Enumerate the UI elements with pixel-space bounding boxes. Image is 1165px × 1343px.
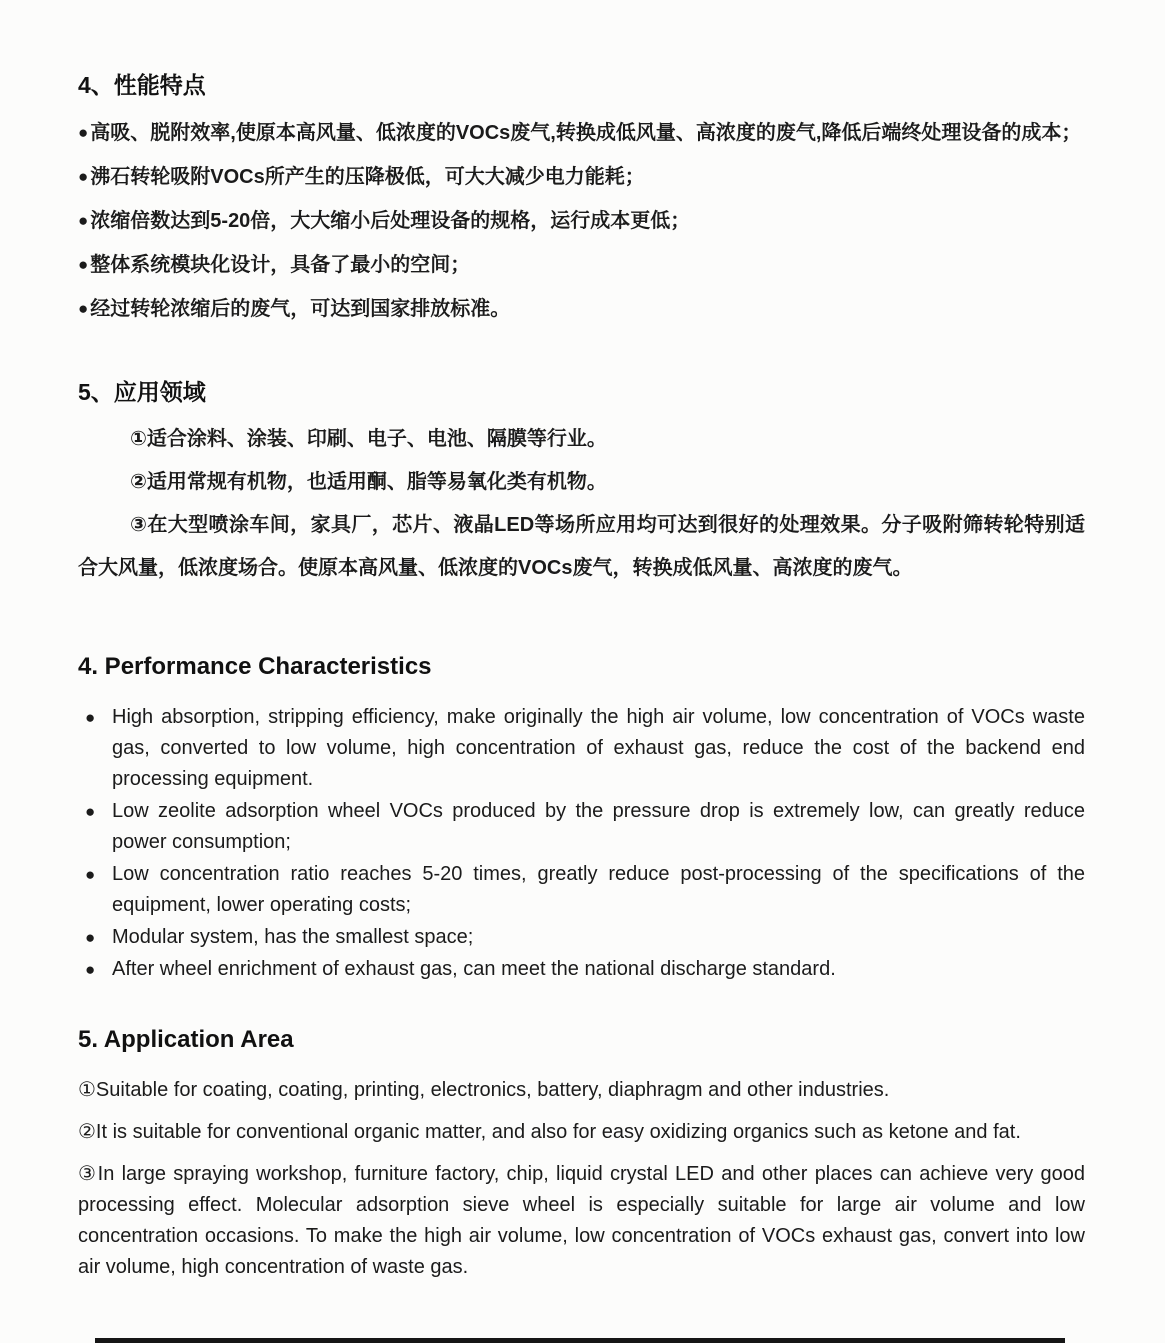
bullet-icon: ● bbox=[85, 960, 96, 979]
section-cn-performance bbox=[78, 70, 1085, 331]
bullet-icon: ● bbox=[78, 211, 89, 230]
cn-bullet-1-text: 高吸、脱附效率,使原本高风量、低浓度的VOCs废气,转换成低风量、高浓度的废气,降低后端终处理设备的成本； bbox=[90, 122, 1082, 144]
en-bullet-1-text: High absorption, stripping efficiency, make originally the high air volume, low concentration of VOCs waste gas, converted to low volume, high concentration of exhaust gas, reduce the cost of the backend end processing equipment. bbox=[112, 706, 1085, 790]
cn-bullet-5 bbox=[78, 287, 1085, 331]
bullet-icon: ● bbox=[85, 802, 96, 821]
bullet-icon: ● bbox=[85, 928, 96, 947]
heading-en-performance: 4. Performance Characteristics bbox=[78, 653, 432, 680]
en-bullet-3-text: Low concentration ratio reaches 5-20 times, greatly reduce post-processing of the specifications of the equipment, lower operating costs; bbox=[112, 863, 1085, 916]
cn-app-item-3: ③在大型喷涂车间，家具厂，芯片、液晶LED等场所应用均可达到很好的处理效果。分子吸附筛转轮特别适合大风量，低浓度场合。使原本高风量、低浓度的VOCs废气，转换成低风量、高浓度的废气。 bbox=[78, 514, 1085, 579]
en-app-item-1: ①Suitable for coating, coating, printing, electronics, battery, diaphragm and other industries. bbox=[78, 1079, 890, 1101]
heading-cn-performance: 4、性能特点 bbox=[78, 72, 206, 98]
cn-app-item-1: ①适合涂料、涂装、印刷、电子、电池、隔膜等行业。 bbox=[130, 428, 607, 450]
cn-app-item-2: ②适用常规有机物，也适用酮、脂等易氧化类有机物。 bbox=[130, 471, 607, 493]
cn-bullet-4-text: 整体系统模块化设计，具备了最小的空间； bbox=[90, 254, 471, 276]
heading-cn-application: 5、应用领域 bbox=[78, 379, 206, 405]
en-bullet-4 bbox=[78, 922, 1085, 953]
cn-bullet-3 bbox=[78, 199, 1085, 243]
en-app-item-3: ③In large spraying workshop, furniture factory, chip, liquid crystal LED and other places can achieve very good processing effect. Molecular adsorption sieve wheel is especially suitable for large air volume and low concentration occasions. To make the high air volume, low concentration of VOCs exhaust gas, convert into low air volume, high concentration of waste gas. bbox=[78, 1163, 1085, 1278]
cn-bullet-2-text: 沸石转轮吸附VOCs所产生的压降极低，可大大减少电力能耗； bbox=[90, 166, 645, 188]
cn-bullet-1 bbox=[78, 111, 1085, 155]
bullet-icon: ● bbox=[78, 167, 89, 186]
en-performance-bullets bbox=[78, 702, 1085, 985]
section-en-performance bbox=[78, 652, 1085, 985]
en-bullet-5-text: After wheel enrichment of exhaust gas, can meet the national discharge standard. bbox=[112, 958, 836, 980]
cn-application-items bbox=[78, 418, 1085, 590]
en-bullet-4-text: Modular system, has the smallest space; bbox=[112, 926, 474, 948]
section-cn-application bbox=[78, 377, 1085, 590]
en-app-item-2: ②It is suitable for conventional organic matter, and also for easy oxidizing organics such as ketone and fat. bbox=[78, 1121, 1021, 1143]
en-bullet-3 bbox=[78, 859, 1085, 921]
bullet-icon: ● bbox=[85, 708, 96, 727]
en-bullet-1 bbox=[78, 702, 1085, 795]
bullet-icon: ● bbox=[78, 299, 89, 318]
cn-bullet-4 bbox=[78, 243, 1085, 287]
cn-bullet-5-text: 经过转轮浓缩后的废气，可达到国家排放标准。 bbox=[90, 298, 511, 320]
section-en-application bbox=[78, 1025, 1085, 1283]
en-bullet-2-text: Low zeolite adsorption wheel VOCs produced by the pressure drop is extremely low, can greatly reduce power consumption; bbox=[112, 800, 1085, 853]
cn-performance-bullets bbox=[78, 111, 1085, 331]
heading-en-application: 5. Application Area bbox=[78, 1026, 294, 1053]
bullet-icon: ● bbox=[78, 255, 89, 274]
en-application-items bbox=[78, 1075, 1085, 1283]
cn-bullet-2 bbox=[78, 155, 1085, 199]
en-bullet-5 bbox=[78, 954, 1085, 985]
en-bullet-2 bbox=[78, 796, 1085, 858]
bullet-icon: ● bbox=[78, 123, 89, 142]
bullet-icon: ● bbox=[85, 865, 96, 884]
page-bottom-edge bbox=[95, 1338, 1065, 1343]
cn-bullet-3-text: 浓缩倍数达到5-20倍，大大缩小后处理设备的规格，运行成本更低； bbox=[90, 210, 691, 232]
